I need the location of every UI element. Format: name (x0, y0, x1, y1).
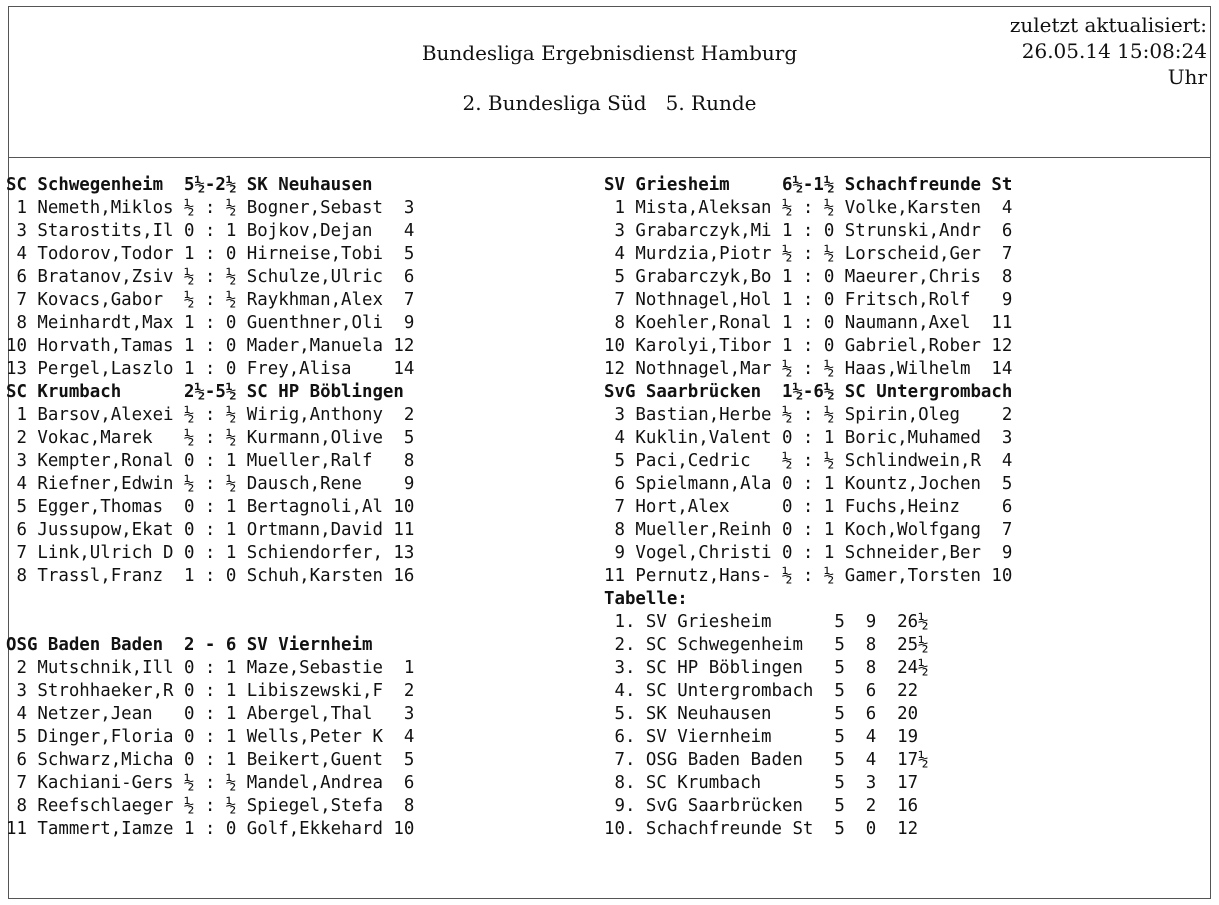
text-row: 9. SvG Saarbrücken 5 2 16 (604, 796, 919, 816)
text-row: 2 Vokac,Marek ½ : ½ Kurmann,Olive 5 (6, 428, 415, 448)
text-row: 7 Link,Ulrich D 0 : 1 Schiendorfer, 13 (6, 543, 415, 563)
page-title: Bundesliga Ergebnisdienst Hamburg (421, 41, 798, 65)
text-row: 8. SC Krumbach 5 3 17 (604, 773, 919, 793)
text-row: 11 Pernutz,Hans- ½ : ½ Gamer,Torsten 10 (604, 566, 1013, 586)
last-updated-unit: Uhr (1167, 65, 1207, 89)
text-row: 8 Mueller,Reinh 0 : 1 Koch,Wolfgang 7 (604, 520, 1013, 540)
text-row: 8 Trassl,Franz 1 : 0 Schuh,Karsten 16 (6, 566, 415, 586)
last-updated-label: zuletzt aktualisiert: (1009, 13, 1207, 37)
text-row: 1 Nemeth,Miklos ½ : ½ Bogner,Sebast 3 (6, 198, 415, 218)
text-row: 6. SV Viernheim 5 4 19 (604, 727, 919, 747)
match-header-row: OSG Baden Baden 2 - 6 SV Viernheim (6, 635, 373, 655)
match-header-row: SC Krumbach 2½-5½ SC HP Böblingen (6, 382, 404, 402)
blank-row (6, 611, 414, 634)
round-subtitle: 2. Bundesliga Süd 5. Runde (462, 91, 757, 115)
text-row: 4 Murdzia,Piotr ½ : ½ Lorscheid,Ger 7 (604, 244, 1013, 264)
text-row: 3 Strohhaeker,R 0 : 1 Libiszewski,F 2 (6, 681, 415, 701)
text-row: 6 Bratanov,Zsiv ½ : ½ Schulze,Ulric 6 (6, 267, 415, 287)
text-row: 7 Nothnagel,Hol 1 : 0 Fritsch,Rolf 9 (604, 290, 1013, 310)
text-row: 5 Egger,Thomas 0 : 1 Bertagnoli,Al 10 (6, 497, 415, 517)
text-row: 2. SC Schwegenheim 5 8 25½ (604, 635, 929, 655)
text-row: 3 Grabarczyk,Mi 1 : 0 Strunski,Andr 6 (604, 221, 1013, 241)
text-row: 3. SC HP Böblingen 5 8 24½ (604, 658, 929, 678)
page-header (9, 7, 1210, 158)
match-header-row: SV Griesheim 6½-1½ Schachfreunde St (604, 175, 1013, 195)
text-row: 6 Spielmann,Ala 0 : 1 Kountz,Jochen 5 (604, 474, 1013, 494)
match-header-row: Tabelle: (604, 589, 688, 609)
text-row: 7 Kovacs,Gabor ½ : ½ Raykhman,Alex 7 (6, 290, 415, 310)
text-row: 10 Horvath,Tamas 1 : 0 Mader,Manuela 12 (6, 336, 415, 356)
text-row: 7 Hort,Alex 0 : 1 Fuchs,Heinz 6 (604, 497, 1013, 517)
text-row: 4. SC Untergrombach 5 6 22 (604, 681, 919, 701)
results-right-column (604, 174, 1012, 841)
text-row: 7. OSG Baden Baden 5 4 17½ (604, 750, 929, 770)
text-row: 4 Netzer,Jean 0 : 1 Abergel,Thal 3 (6, 704, 415, 724)
text-row: 13 Pergel,Laszlo 1 : 0 Frey,Alisa 14 (6, 359, 415, 379)
text-row: 4 Kuklin,Valent 0 : 1 Boric,Muhamed 3 (604, 428, 1013, 448)
text-row: 2 Mutschnik,Ill 0 : 1 Maze,Sebastie 1 (6, 658, 415, 678)
text-row: 5 Paci,Cedric ½ : ½ Schlindwein,R 4 (604, 451, 1013, 471)
text-row: 12 Nothnagel,Mar ½ : ½ Haas,Wilhelm 14 (604, 359, 1013, 379)
text-row: 3 Bastian,Herbe ½ : ½ Spirin,Oleg 2 (604, 405, 1013, 425)
text-row: 5 Dinger,Floria 0 : 1 Wells,Peter K 4 (6, 727, 415, 747)
text-row: 6 Schwarz,Micha 0 : 1 Beikert,Guent 5 (6, 750, 415, 770)
match-header-row: SvG Saarbrücken 1½-6½ SC Untergrombach (604, 382, 1013, 402)
text-row: 4 Riefner,Edwin ½ : ½ Dausch,Rene 9 (6, 474, 415, 494)
text-row: 5. SK Neuhausen 5 6 20 (604, 704, 919, 724)
text-row: 8 Reefschlaeger ½ : ½ Spiegel,Stefa 8 (6, 796, 415, 816)
blank-row (6, 588, 414, 611)
text-row: 10 Karolyi,Tibor 1 : 0 Gabriel,Rober 12 (604, 336, 1013, 356)
text-row: 4 Todorov,Todor 1 : 0 Hirneise,Tobi 5 (6, 244, 415, 264)
text-row: 8 Koehler,Ronal 1 : 0 Naumann,Axel 11 (604, 313, 1013, 333)
text-row: 9 Vogel,Christi 0 : 1 Schneider,Ber 9 (604, 543, 1013, 563)
text-row: 7 Kachiani-Gers ½ : ½ Mandel,Andrea 6 (6, 773, 415, 793)
last-updated-datetime: 26.05.14 15:08:24 (1021, 39, 1207, 63)
text-row: 11 Tammert,Iamze 1 : 0 Golf,Ekkehard 10 (6, 819, 415, 839)
text-row: 8 Meinhardt,Max 1 : 0 Guenthner,Oli 9 (6, 313, 415, 333)
text-row: 1. SV Griesheim 5 9 26½ (604, 612, 929, 632)
last-updated (1010, 12, 1207, 90)
text-row: 10. Schachfreunde St 5 0 12 (604, 819, 919, 839)
match-header-row: SC Schwegenheim 5½-2½ SK Neuhausen (6, 175, 373, 195)
text-row: 3 Starostits,Il 0 : 1 Bojkov,Dejan 4 (6, 221, 415, 241)
text-row: 1 Mista,Aleksan ½ : ½ Volke,Karsten 4 (604, 198, 1013, 218)
text-row: 5 Grabarczyk,Bo 1 : 0 Maeurer,Chris 8 (604, 267, 1013, 287)
text-row: 1 Barsov,Alexei ½ : ½ Wirig,Anthony 2 (6, 405, 415, 425)
text-row: 6 Jussupow,Ekat 0 : 1 Ortmann,David 11 (6, 520, 415, 540)
results-left-column (6, 174, 414, 841)
text-row: 3 Kempter,Ronal 0 : 1 Mueller,Ralf 8 (6, 451, 415, 471)
